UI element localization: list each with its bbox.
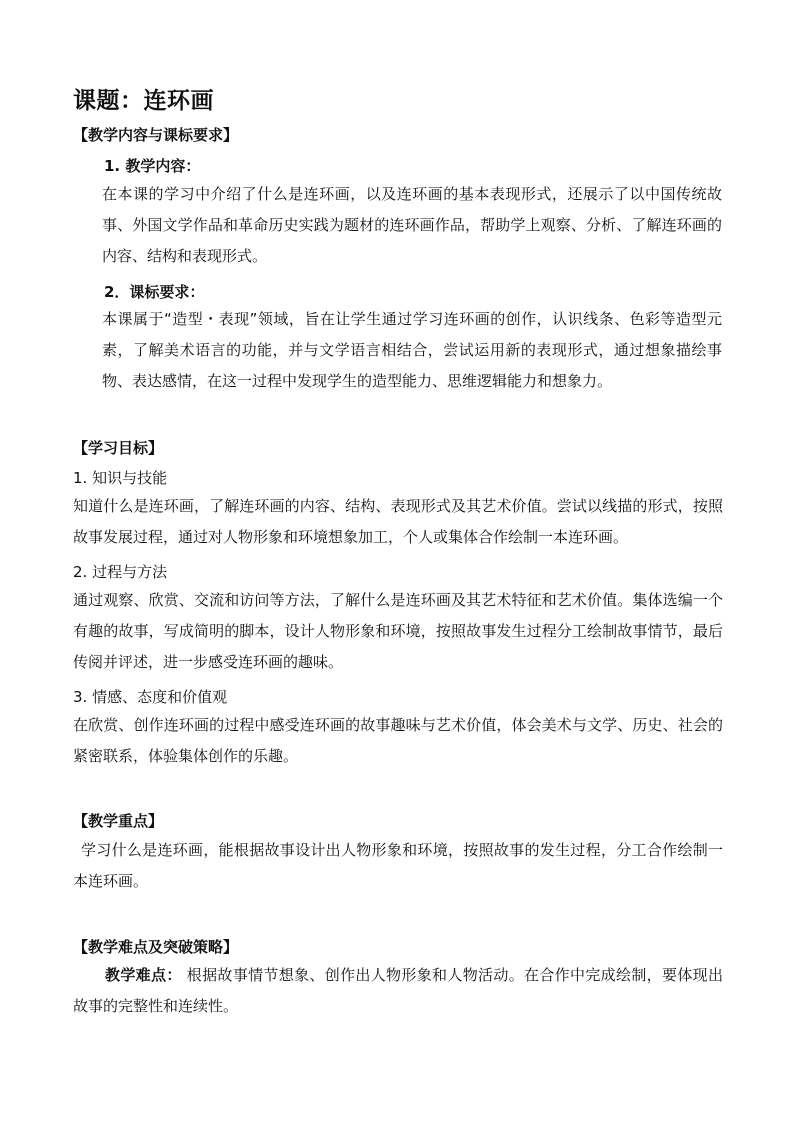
paragraph-process-methods: 通过观察、欣赏、交流和访问等方法，了解什么是连环画及其艺术特征和艺术价值。集体选编一个有趣的故事，写成简明的脚本，设计人物形象和环境，按照故事发生过程分工绘制故事情节，最后传阅并评述，进一步感受连环画的趣味。 <box>73 591 723 671</box>
goal-label-emotion-values: 3. 情感、态度和价值观 <box>73 688 228 706</box>
paragraph-curriculum-requirements: 本课属于“造型・表现”领域，旨在让学生通过学习连环画的创作，认识线条、色彩等造型元素，了解美术语言的功能，并与文学语言相结合，尝试运用新的表现形式，通过想象描绘事物、表达感情，在这一过程中发现学生的造型能力、思维逻辑能力和想象力。 <box>102 310 722 390</box>
paragraph-emotion-values: 在欣赏、创作连环画的过程中感受连环画的故事趣味与艺术价值，体会美术与文学、历史、社会的紧密联系，体验集体创作的乐趣。 <box>73 716 723 765</box>
difficulty-text: 根据故事情节想象、创作出人物形象和人物活动。在合作中完成绘制，要体现出故事的完整性和连续性。 <box>73 966 723 1015</box>
paragraph-knowledge-skills: 知道什么是连环画，了解连环画的内容、结构、表现形式及其艺术价值。尝试以线描的形式，按照故事发展过程，通过对人物形象和环境想象加工，个人或集体合作绘制一本连环画。 <box>73 497 723 546</box>
section-heading-content-requirements: 【教学内容与课标要求】 <box>73 126 239 144</box>
item-label-curriculum-requirements: 2．课标要求： <box>104 283 205 301</box>
section-heading-learning-goals: 【学习目标】 <box>73 439 164 457</box>
section-heading-key-points: 【教学重点】 <box>73 812 164 830</box>
paragraph-key-points: 学习什么是连环画，能根据故事设计出人物形象和环境，按照故事的发生过程，分工合作绘制一本连环画。 <box>73 841 723 890</box>
paragraph-difficulties <box>73 960 723 1022</box>
page-title: 课题：连环画 <box>73 88 214 114</box>
section-heading-difficulties: 【教学难点及突破策略】 <box>73 938 239 956</box>
item-label-teaching-content: 1. 教学内容： <box>104 157 201 175</box>
goal-label-knowledge-skills: 1. 知识与技能 <box>73 469 168 487</box>
difficulty-label: 教学难点： <box>105 966 182 984</box>
paragraph-teaching-content: 在本课的学习中介绍了什么是连环画，以及连环画的基本表现形式，还展示了以中国传统故事、外国文学作品和革命历史实践为题材的连环画作品，帮助学上观察、分析、了解连环画的内容、结构和表现形式。 <box>102 185 722 265</box>
goal-label-process-methods: 2. 过程与方法 <box>73 563 168 581</box>
